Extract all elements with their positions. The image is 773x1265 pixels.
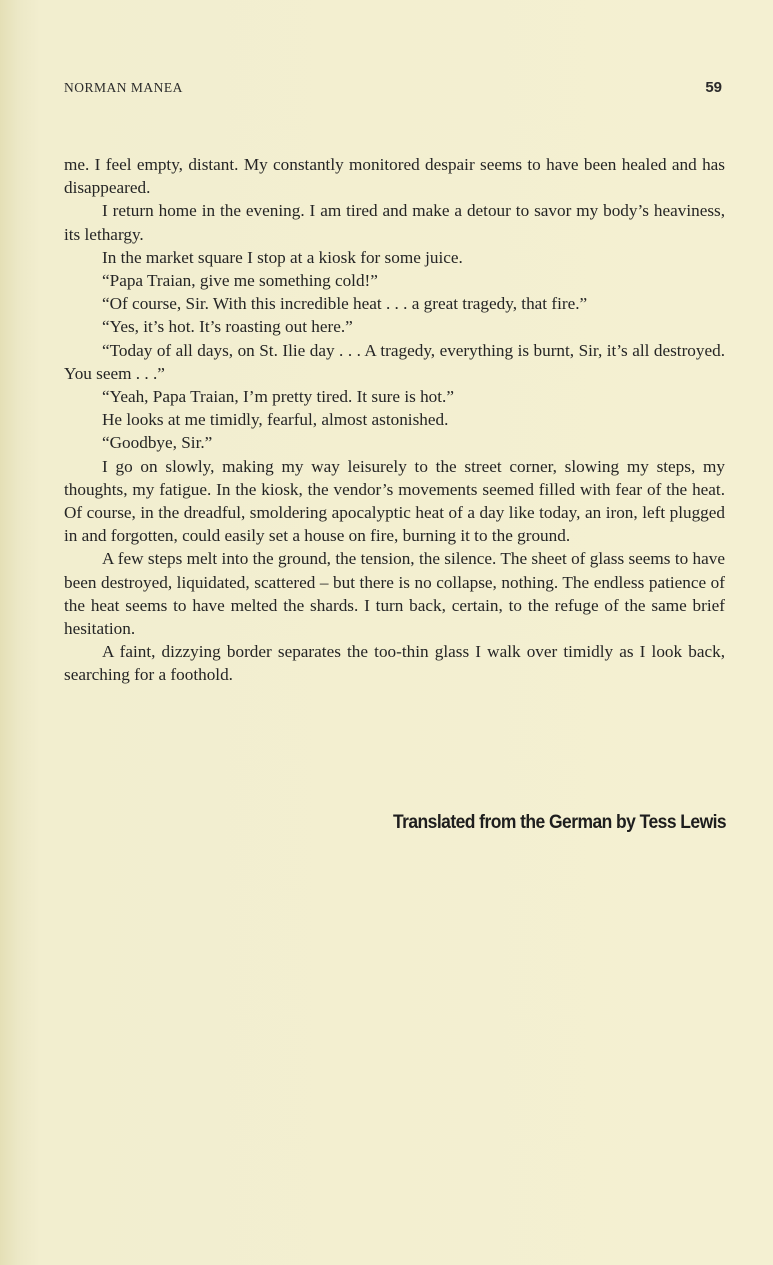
paragraph: “Today of all days, on St. Ilie day . . . A tragedy, everything is burnt, Sir, it’s all destroyed. You seem . . .” [64, 340, 725, 383]
paragraph: In the market square I stop at a kiosk for some juice. [102, 247, 463, 267]
paragraph: A few steps melt into the ground, the tension, the silence. The sheet of glass seems to have been destroyed, liquidated, scattered – but there is no collapse, nothing. The endless patience of the heat seems to have melted the shards. I turn back, certain, to the refuge of the same brief hesitation. [64, 549, 725, 639]
paragraph: me. I feel empty, distant. My constantly monitored despair seems to have been healed and has disappeared. [64, 155, 725, 198]
paragraph: “Yeah, Papa Traian, I’m pretty tired. It sure is hot.” [102, 387, 454, 407]
body-text [64, 153, 725, 687]
paragraph: “Papa Traian, give me something cold!” [102, 271, 378, 291]
running-head: NORMAN MANEA [64, 80, 183, 95]
paragraph: A faint, dizzying border separates the too-thin glass I walk over timidly as I look back, searching for a foothold. [64, 642, 725, 685]
paragraph: I go on slowly, making my way leisurely to the street corner, slowing my steps, my thoughts, my fatigue. In the kiosk, the vendor’s movements seemed filled with fear of the heat. Of course, in the dreadful, smoldering apocalyptic heat of a day like today, an iron, left plugged in and forgotten, could easily set a house on fire, burning it to the ground. [64, 456, 725, 546]
paragraph: “Of course, Sir. With this incredible heat . . . a great tragedy, that fire.” [102, 294, 588, 314]
page-number: 59 [705, 79, 722, 96]
paragraph: He looks at me timidly, fearful, almost astonished. [102, 410, 449, 430]
paragraph: “Goodbye, Sir.” [102, 433, 213, 453]
translator-credit: Translated from the German by Tess Lewis [392, 812, 726, 833]
paragraph: I return home in the evening. I am tired and make a detour to savor my body’s heaviness, its lethargy. [64, 201, 725, 244]
paragraph: “Yes, it’s hot. It’s roasting out here.” [102, 317, 353, 337]
page-header [64, 80, 722, 100]
